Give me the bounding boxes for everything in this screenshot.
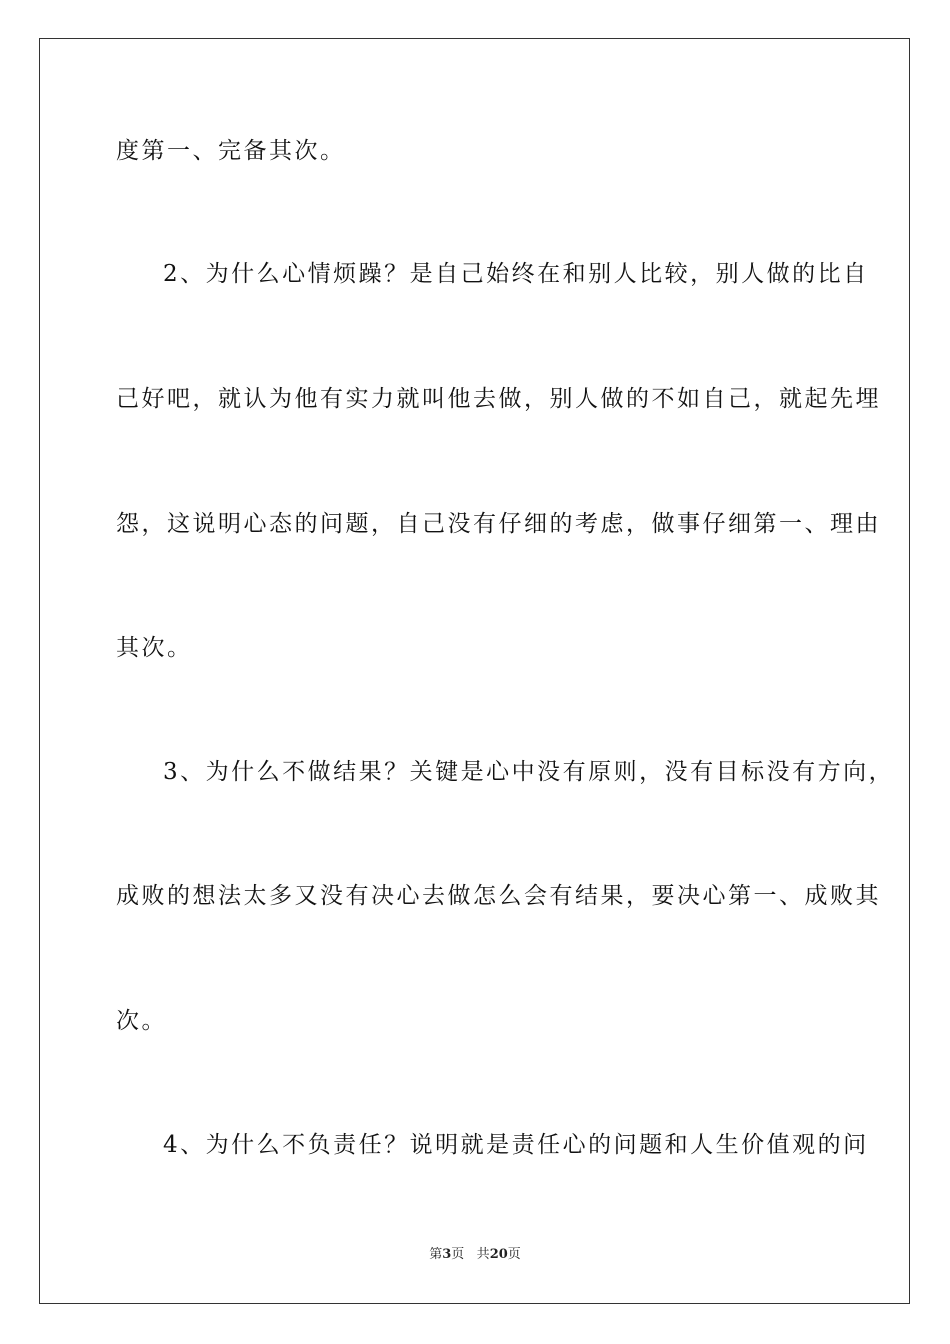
- text-line: 己好吧，就认为他有实力就叫他去做，别人做的不如自己，就起先埋: [116, 386, 881, 412]
- page-suffix: 页: [451, 1247, 465, 1262]
- text-line: 成败的想法太多又没有决心去做怎么会有结果，要决心第一、成败其: [116, 883, 881, 909]
- total-prefix: 共: [476, 1247, 490, 1262]
- text-line: 3、为什么不做结果？关键是心中没有原则，没有目标没有方向，: [163, 759, 895, 785]
- page-number: 3: [442, 1247, 452, 1262]
- text-line: 次。: [116, 1008, 167, 1034]
- text-line: 怨，这说明心态的问题，自己没有仔细的考虑，做事仔细第一、理由: [116, 511, 881, 537]
- text-line: 4、为什么不负责任？说明就是责任心的问题和人生价值观的问: [163, 1132, 869, 1158]
- page-prefix: 第: [429, 1247, 443, 1262]
- total-suffix: 页: [507, 1247, 521, 1262]
- page-border: [39, 38, 910, 1304]
- total-pages: 20: [489, 1247, 508, 1262]
- text-line: 2、为什么心情烦躁？是自己始终在和别人比较，别人做的比自: [163, 261, 869, 287]
- page-footer: [0, 1247, 950, 1263]
- text-line: 其次。: [116, 635, 193, 661]
- text-line: 度第一、完备其次。: [116, 138, 346, 164]
